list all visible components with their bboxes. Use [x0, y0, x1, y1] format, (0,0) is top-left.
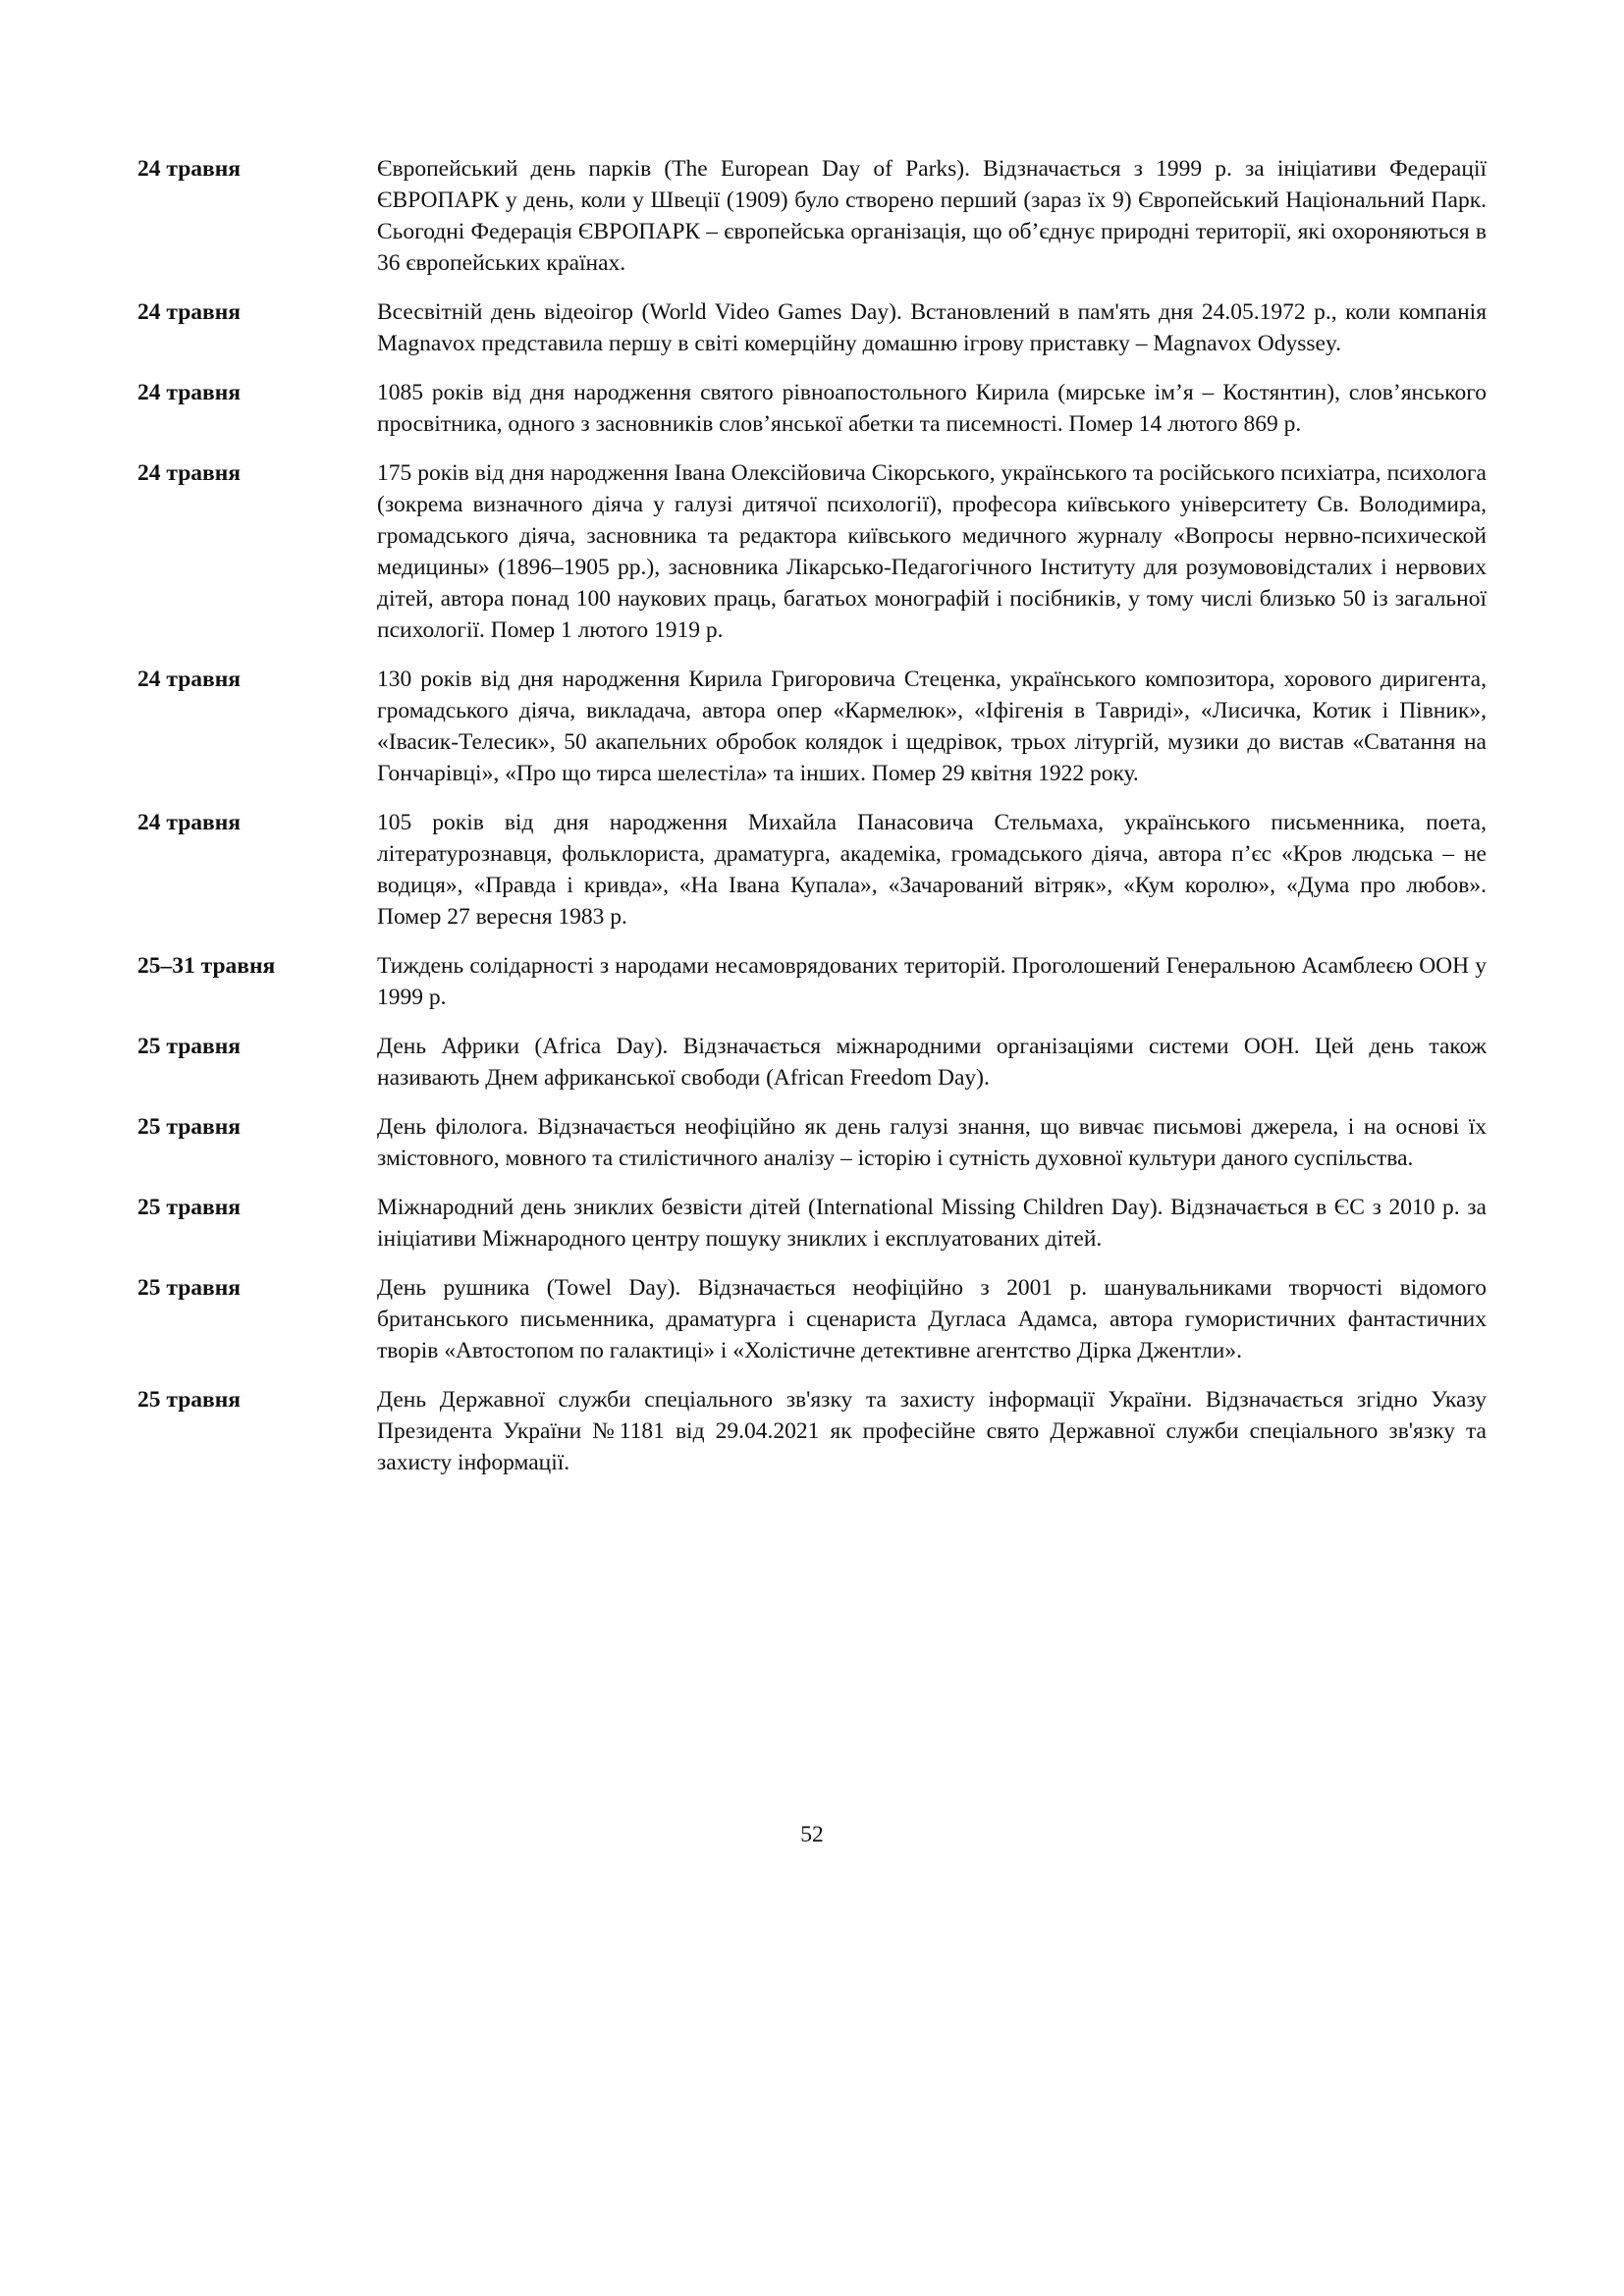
entry-date: 24 травня: [137, 460, 241, 486]
calendar-entry: [137, 1192, 1487, 1255]
entry-description: Міжнародний день зниклих безвісти дітей (International Missing Children Day). Відзначається в ЄС з 2010 р. за ініціативи Міжнародного центру пошуку зниклих і експлуатованих дітей.: [377, 1195, 1487, 1252]
calendar-entry: [137, 807, 1487, 933]
entry-date: 25 травня: [137, 1195, 241, 1220]
entry-date: 24 травня: [137, 667, 241, 692]
calendar-list: [137, 153, 1487, 1496]
entry-description: День Державної служби спеціального зв'язку та захисту інформації України. Відзначається згідно Указу Президента України №1181 від 29.04.2021 як професійне свято Державної служби спеціального зв'язку та захисту інформації.: [377, 1387, 1487, 1475]
calendar-entry: [137, 457, 1487, 646]
entry-date: 24 травня: [137, 156, 241, 182]
calendar-entry: [137, 296, 1487, 359]
entry-date: 25 травня: [137, 1114, 241, 1140]
entry-description: Європейський день парків (The European Day of Parks). Відзначається з 1999 р. за ініціативи Федерації ЄВРОПАРК у день, коли у Швеції (1909) було створено перший (зараз їх 9) Європейський Національний Парк. Сьогодні Федерація ЄВРОПАРК – європейська організація, що об’єднує природні території, які охороняються в 36 європейських країнах.: [377, 156, 1487, 276]
entry-date: 24 травня: [137, 810, 241, 835]
calendar-entry: [137, 1031, 1487, 1094]
entry-description: 130 років від дня народження Кирила Григоровича Стеценка, українського композитора, хорового диригента, громадського діяча, викладача, автора опер «Кармелюк», «Іфігенія в Тавриді», «Лисичка, Котик і Півник», «Івасик-Телесик», 50 акапельних обробок колядок і щедрівок, трьох літургій, музики до вистав «Сватання на Гончарівці», «Про що тирса шелестіла» та інших. Помер 29 квітня 1922 року.: [377, 667, 1487, 786]
entry-date: 25 травня: [137, 1275, 241, 1301]
calendar-entry: [137, 377, 1487, 440]
entry-description: Тиждень солідарності з народами несамоврядованих територій. Проголошений Генеральною Асамблеєю ООН у 1999 р.: [377, 953, 1487, 1010]
calendar-entry: [137, 1272, 1487, 1366]
entry-description: День рушника (Towel Day). Відзначається неофіційно з 2001 р. шанувальниками творчості відомого британського письменника, драматурга і сценариста Дугласа Адамса, автора гумористичних фантастичних творів «Автостопом по галактиці» і «Холістичне детективне агентство Дірка Джентли».: [377, 1275, 1487, 1363]
entry-description: День філолога. Відзначається неофіційно як день галузі знання, що вивчає письмові джерела, і на основі їх змістовного, мовного та стилістичного аналізу – історію і сутність духовної культури даного суспільства.: [377, 1114, 1487, 1171]
entry-date: 25–31 травня: [137, 953, 276, 979]
calendar-entry: [137, 1111, 1487, 1174]
entry-date: 25 травня: [137, 1034, 241, 1059]
entry-date: 24 травня: [137, 299, 241, 325]
calendar-entry: [137, 1384, 1487, 1478]
entry-date: 25 травня: [137, 1387, 241, 1413]
entry-description: День Африки (Africa Day). Відзначається міжнародними організаціями системи ООН. Цей день також називають Днем африканської свободи (African Freedom Day).: [377, 1034, 1487, 1091]
entry-description: 105 років від дня народження Михайла Панасовича Стельмаха, українського письменника, поета, літературознавця, фольклориста, драматурга, академіка, громадського діяча, автора п’єс «Кров людська – не водиця», «Правда і кривда», «На Івана Купала», «Зачарований вітряк», «Кум королю», «Дума про любов». Помер 27 вересня 1983 р.: [377, 810, 1487, 930]
page-number: 52: [800, 1822, 824, 1847]
calendar-entry: [137, 664, 1487, 789]
entry-description: 1085 років від дня народження святого рівноапостольного Кирила (мирське ім’я – Костянтин), слов’янського просвітника, одного з засновників слов’янської абетки та писемності. Помер 14 лютого 869 р.: [377, 380, 1487, 437]
entry-description: 175 років від дня народження Івана Олексійовича Сікорського, українського та російського психіатра, психолога (зокрема визначного діяча у галузі дитячої психології), професора київського університету Св. Володимира, громадського діяча, засновника та редактора київського медичного журналу «Вопросы нервно-психической медицины» (1896–1905 рр.), засновника Лікарсько-Педагогічного Інституту для розумововідсталих і нервових дітей, автора понад 100 наукових праць, багатьох монографій і посібників, у тому числі близько 50 із загальної психології. Помер 1 лютого 1919 р.: [377, 460, 1487, 643]
calendar-entry: [137, 153, 1487, 279]
entry-date: 24 травня: [137, 380, 241, 405]
entry-description: Всесвітній день відеоігор (World Video Games Day). Встановлений в пам'ять дня 24.05.1972 р., коли компанія Magnavox представила першу в світі комерційну домашню ігрову приставку – Magnavox Odyssey.: [377, 299, 1487, 356]
calendar-entry: [137, 950, 1487, 1013]
